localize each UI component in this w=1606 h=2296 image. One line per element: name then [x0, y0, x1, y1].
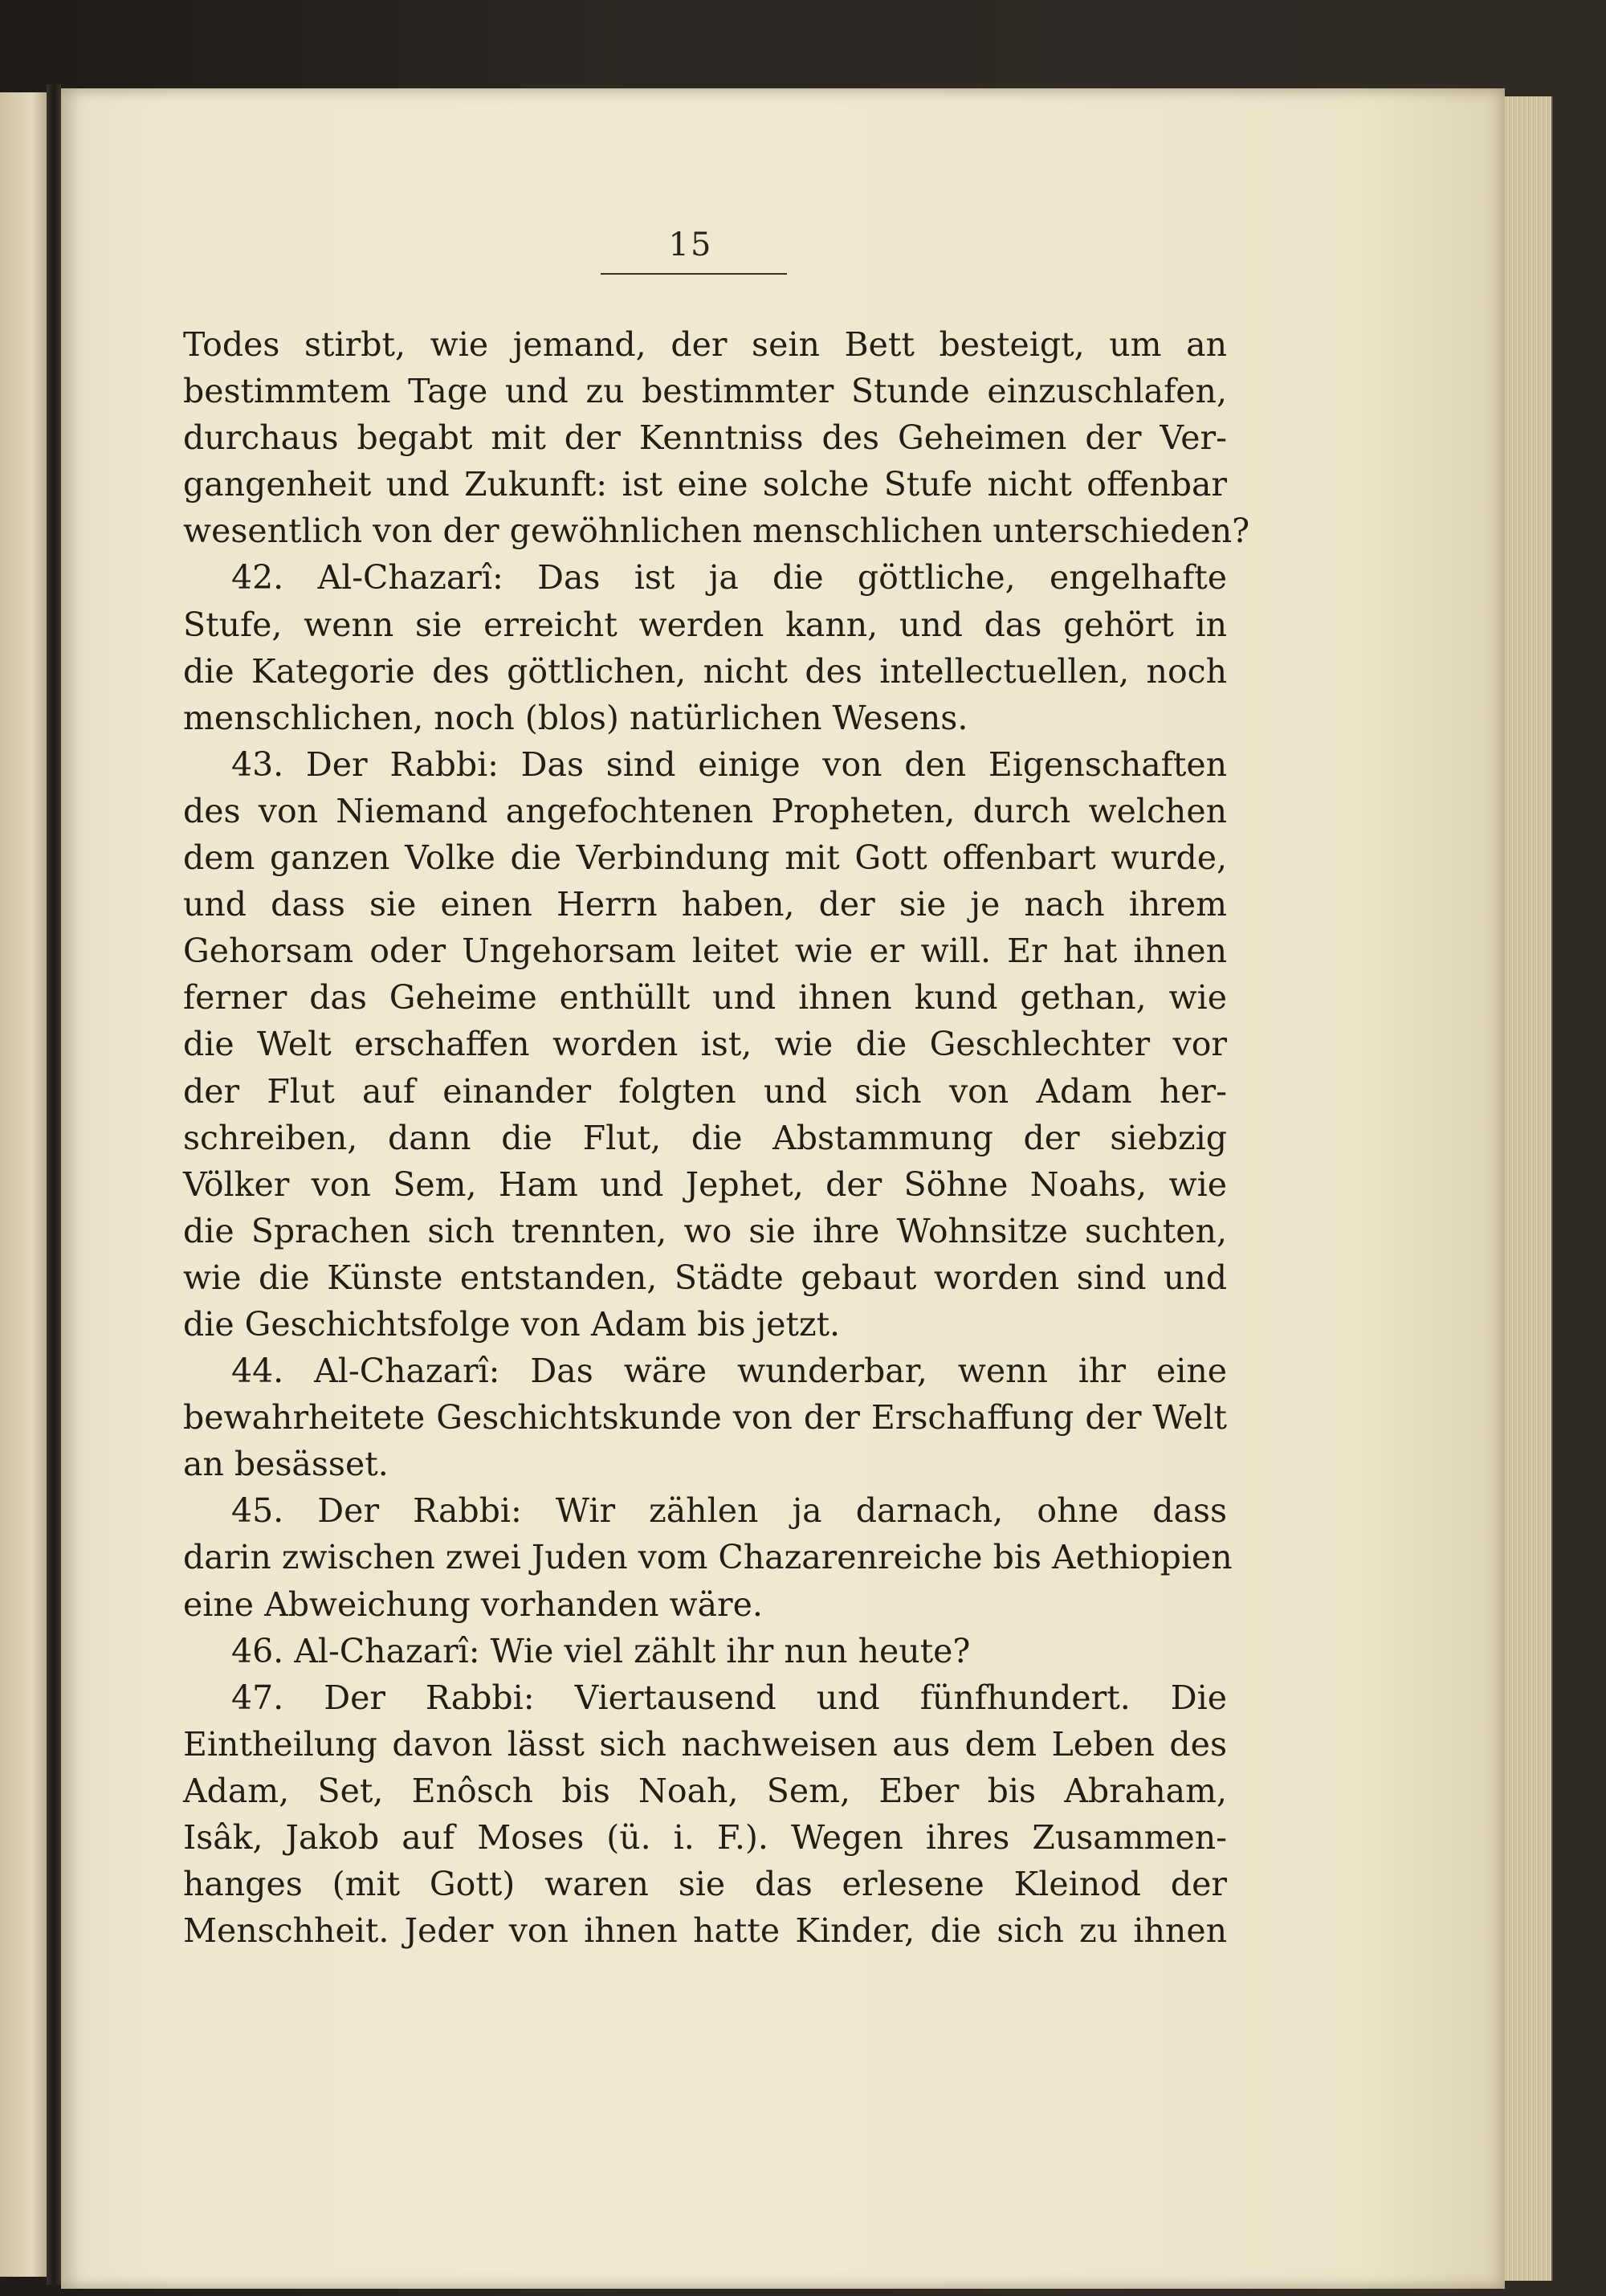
text-line: Gehorsam oder Ungehorsam leitet wie er will. Er hat ihnen [183, 932, 1227, 971]
page-edge-stack [1505, 96, 1553, 2281]
text-line: des von Niemand angefochtenen Propheten, durch welchen [183, 791, 1227, 830]
text-line: hanges (mit Gott) waren sie das erlesene Kleinod der [183, 1865, 1227, 1904]
text-line: 45. Der Rabbi: Wir zählen ja darnach, ohne dass [231, 1491, 1227, 1531]
page-number: 15 [668, 226, 713, 263]
text-line: durchaus begabt mit der Kenntniss des Geheimen der Ver- [183, 418, 1227, 458]
text-line: Völker von Sem, Ham und Jephet, der Söhne Noahs, wie [183, 1164, 1227, 1204]
text-line: bewahrheitete Geschichtskunde von der Erschaffung der Welt [183, 1398, 1227, 1438]
text-line: ferner das Geheime enthüllt und ihnen kund gethan, wie [183, 978, 1227, 1017]
text-line: Menschheit. Jeder von ihnen hatte Kinder, die sich zu ihnen [183, 1911, 1227, 1951]
text-line: 46. Al-Chazarî: Wie viel zählt ihr nun heute? [231, 1631, 971, 1670]
text-line: Eintheilung davon lässt sich nachweisen aus dem Leben des [183, 1724, 1227, 1764]
body-text [183, 321, 1250, 1954]
text-line: 44. Al-Chazarî: Das wäre wunderbar, wenn ihr eine [231, 1352, 1227, 1391]
text-line: Isâk, Jakob auf Moses (ü. i. F.). Wegen ihres Zusammen- [183, 1818, 1227, 1857]
text-line: eine Abweichung vorhanden wäre. [183, 1584, 763, 1624]
text-line: die Welt erschaffen worden ist, wie die Geschlechter vor [183, 1025, 1227, 1064]
text-line: an besässet. [183, 1445, 389, 1484]
text-line: 42. Al-Chazarî: Das ist ja die göttliche, engelhafte [231, 558, 1227, 597]
text-line: Adam, Set, Enôsch bis Noah, Sem, Eber bis Abraham, [183, 1771, 1227, 1810]
text-line: wie die Künste entstanden, Städte gebaut worden sind und [183, 1258, 1227, 1297]
text-line: und dass sie einen Herrn haben, der sie je nach ihrem [183, 885, 1227, 924]
text-line: dem ganzen Volke die Verbindung mit Gott offenbart wurde, [183, 838, 1227, 878]
text-line: 43. Der Rabbi: Das sind einige von den Eigenschaften [231, 744, 1227, 784]
text-line: Stufe, wenn sie erreicht werden kann, und das gehört in [183, 605, 1227, 644]
text-line: schreiben, dann die Flut, die Abstammung der siebzig [183, 1118, 1227, 1157]
book-gutter [47, 84, 61, 2285]
text-line: gangenheit und Zukunft: ist eine solche Stufe nicht offenbar [183, 465, 1227, 504]
text-line: der Flut auf einander folgten und sich von Adam her- [183, 1071, 1227, 1111]
text-line: die Kategorie des göttlichen, nicht des intellectuellen, noch [183, 651, 1227, 691]
text-line: die Geschichtsfolge von Adam bis jetzt. [183, 1304, 841, 1344]
text-line: 47. Der Rabbi: Viertausend und fünfhundert. Die [231, 1678, 1227, 1717]
left-page-edge [0, 92, 49, 2277]
text-line: die Sprachen sich trennten, wo sie ihre Wohnsitze suchten, [183, 1211, 1227, 1250]
text-line: bestimmtem Tage und zu bestimmter Stunde einzuschlafen, [183, 372, 1227, 411]
page-number-rule [601, 273, 787, 275]
text-line: menschlichen, noch (blos) natürlichen Wesens. [183, 698, 968, 737]
text-line: darin zwischen zwei Juden vom Chazarenreiche bis Aethiopien [183, 1538, 1233, 1577]
text-line: Todes stirbt, wie jemand, der sein Bett besteigt, um an [183, 325, 1227, 364]
text-line: wesentlich von der gewöhnlichen menschlichen unterschieden? [183, 512, 1250, 551]
